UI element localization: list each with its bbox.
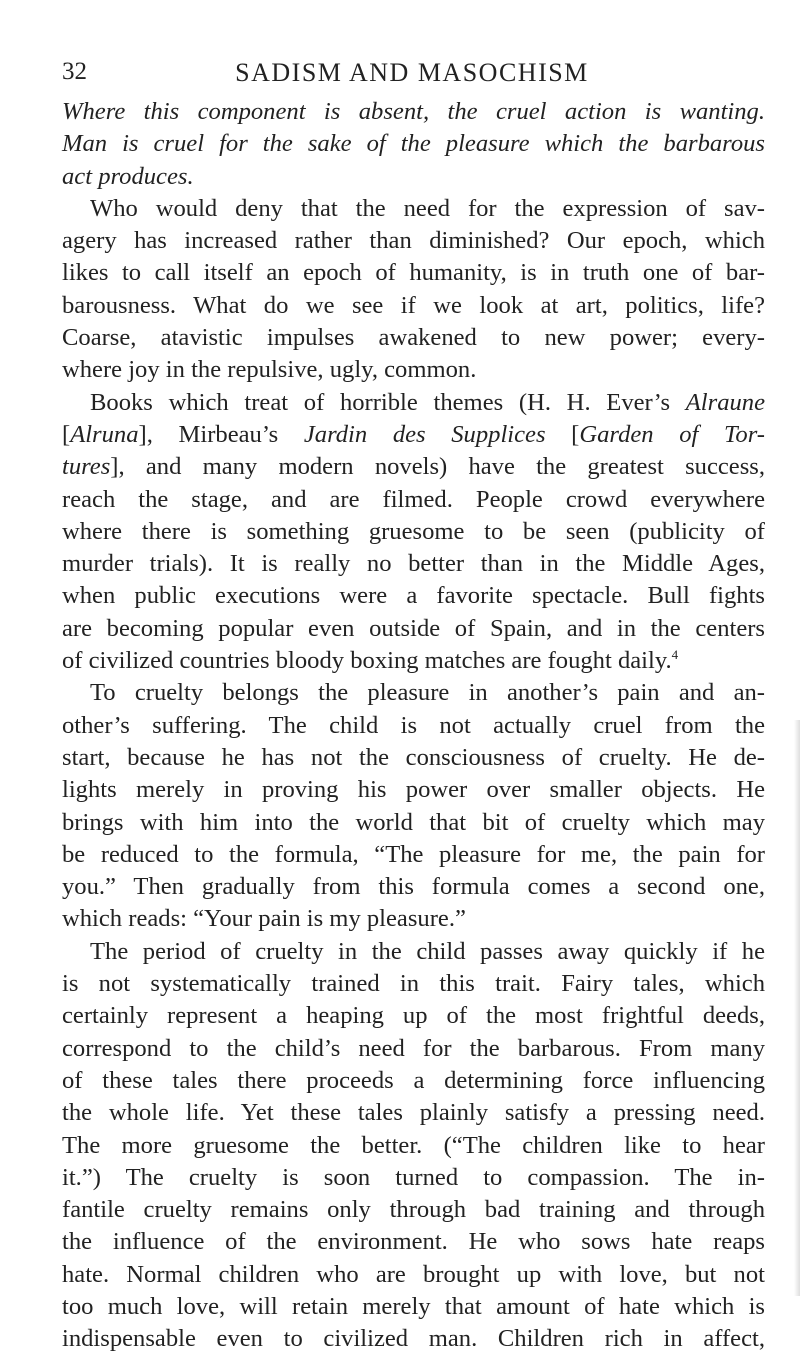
book-title: Garden of Tor- (579, 420, 765, 448)
text-line: start, because he has not the consciousness of cruelty. He de- (62, 743, 765, 771)
text-line (62, 419, 765, 451)
book-title: Alruna (70, 420, 139, 448)
body-text (62, 96, 765, 1356)
text-run: ], and many modern novels) have the greatest success, (110, 453, 765, 481)
text-line: Who would deny that the need for the expression of sav- (90, 194, 765, 222)
text-line: of these tales there proceeds a determining force influencing (62, 1066, 765, 1094)
text-line: agery has increased rather than diminished? Our epoch, which (62, 227, 765, 255)
text-line: The more gruesome the better. (“The children like to hear (62, 1131, 765, 1159)
text-line: where joy in the repulsive, ugly, common. (62, 356, 477, 384)
text-line: it.”) The cruelty is soon turned to compassion. The in- (62, 1163, 765, 1191)
page-number: 32 (62, 58, 87, 85)
text-line: fantile cruelty remains only through bad training and through (62, 1196, 765, 1224)
text-line: other’s suffering. The child is not actually cruel from the (62, 711, 765, 739)
page-edge-shadow (794, 720, 800, 1296)
text-run: [ (62, 420, 71, 448)
text-line: hate. Normal children who are brought up with love, but not (62, 1260, 765, 1288)
text-line: barousness. What do we see if we look at art, politics, life? (62, 291, 765, 319)
text-line: is not systematically trained in this trait. Fairy tales, which (62, 970, 765, 998)
text-line: murder trials). It is really no better than in the Middle Ages, (62, 550, 765, 578)
text-line: correspond to the child’s need for the barbarous. From many (62, 1034, 765, 1062)
text-line: which reads: “Your pain is my pleasure.” (62, 905, 466, 933)
text-line: indispensable even to civilized man. Children rich in affect, (62, 1325, 765, 1353)
text-run: ], Mirbeau’s (138, 420, 279, 448)
text-line (62, 387, 765, 419)
text-line (62, 451, 765, 483)
text-line: Man is cruel for the sake of the pleasure which the barbarous (62, 130, 765, 158)
text-line (62, 645, 765, 677)
text-line: reach the stage, and are filmed. People crowd everywhere (62, 485, 765, 513)
text-line: To cruelty belongs the pleasure in another’s pain and an- (90, 679, 765, 707)
text-line: brings with him into the world that bit of cruelty which may (62, 808, 765, 836)
text-line: act produces. (62, 162, 194, 190)
text-line: likes to call itself an epoch of humanity, is in truth one of bar- (62, 259, 765, 287)
text-line: The period of cruelty in the child passes away quickly if he (90, 937, 765, 965)
text-line: where there is something gruesome to be seen (publicity of (62, 517, 765, 545)
text-run: Books which treat of horrible themes (H. H. Ever’s (90, 388, 671, 416)
book-title: Jardin des Supplices (303, 420, 546, 448)
text-run: [ (571, 420, 580, 448)
text-line: when public executions were a favorite spectacle. Bull fights (62, 582, 765, 610)
running-title: SADISM AND MASOCHISM (235, 58, 589, 87)
text-line: be reduced to the formula, “The pleasure for me, the pain for (62, 840, 765, 868)
text-line: Where this component is absent, the cruel action is wanting. (62, 98, 765, 125)
text-line: you.” Then gradually from this formula comes a second one, (62, 873, 765, 901)
text-line: the whole life. Yet these tales plainly satisfy a pressing need. (62, 1099, 765, 1127)
text-line: too much love, will retain merely that amount of hate which is (62, 1292, 765, 1320)
text-line: are becoming popular even outside of Spain, and in the centers (62, 614, 765, 642)
text-line: the influence of the environment. He who sows hate reaps (62, 1228, 765, 1256)
text-run: of civilized countries bloody boxing matches are fought daily. (62, 647, 672, 675)
text-line: lights merely in proving his power over smaller objects. He (62, 776, 765, 804)
book-title: tures (62, 453, 111, 481)
footnote-ref[interactable]: 4 (671, 646, 679, 662)
page-header (62, 58, 762, 94)
text-line: Coarse, atavistic impulses awakened to new power; every- (62, 324, 765, 352)
text-line: certainly represent a heaping up of the most frightful deeds, (62, 1002, 765, 1030)
book-title: Alraune (685, 388, 765, 416)
